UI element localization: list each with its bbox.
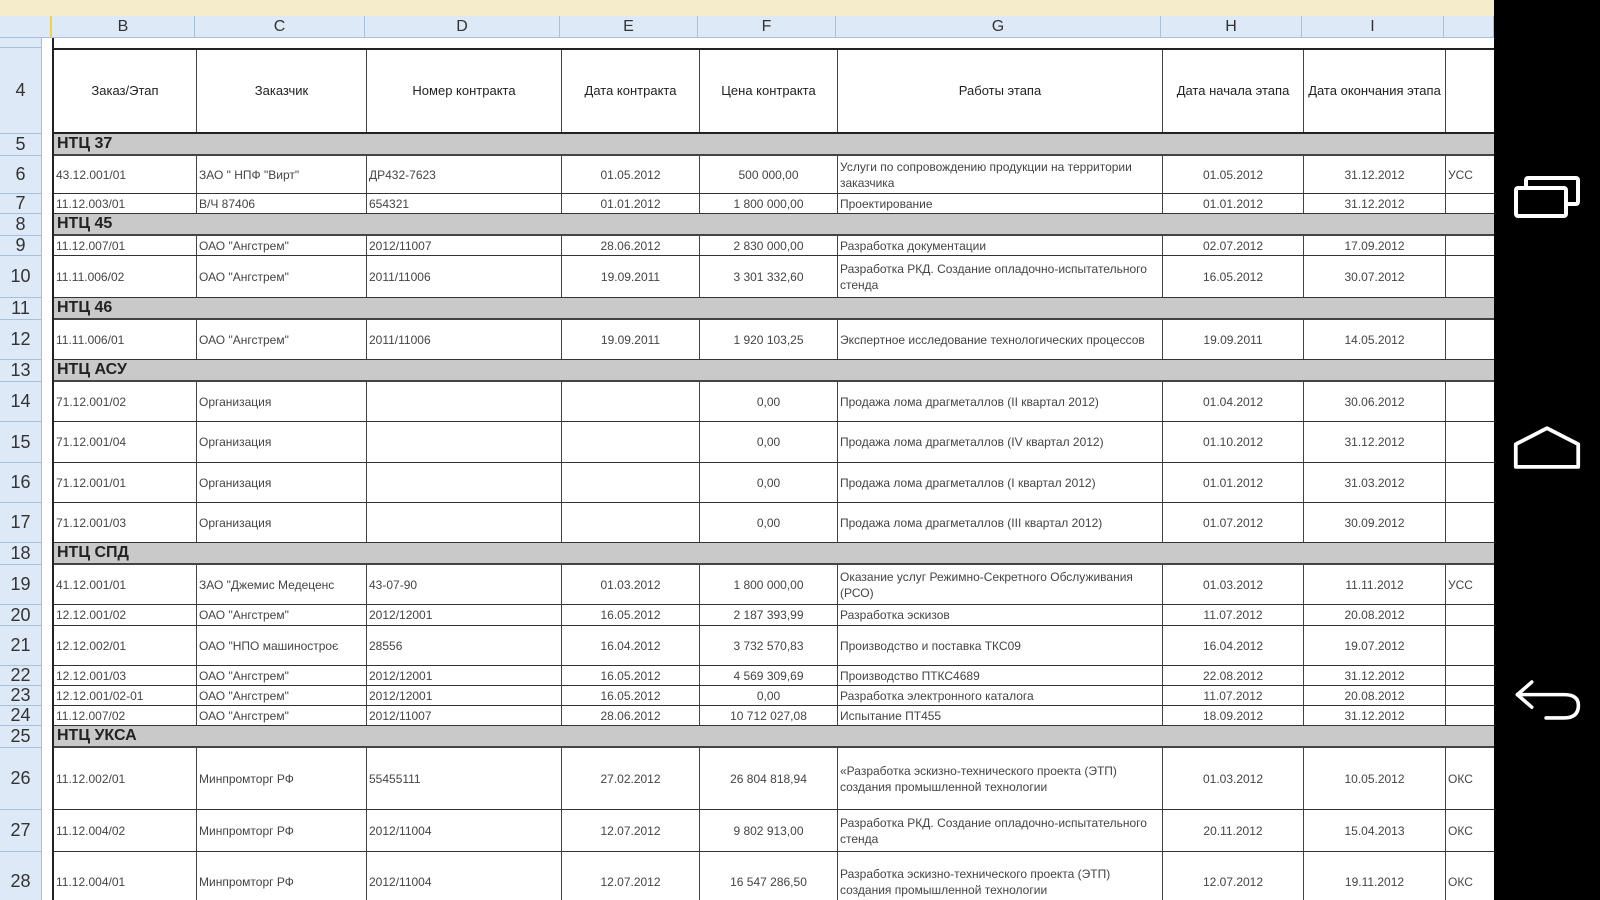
table-cell[interactable]: 11.11.2012 <box>1304 565 1446 604</box>
table-cell[interactable]: 30.07.2012 <box>1304 256 1446 297</box>
column-header-h[interactable]: H <box>1161 16 1302 38</box>
table-cell[interactable]: 16.04.2012 <box>1163 626 1304 665</box>
table-cell[interactable]: ЗАО "Джемис Медеценс <box>197 565 367 604</box>
table-cell[interactable] <box>562 422 700 462</box>
table-cell[interactable]: Разработка эскизов <box>838 605 1163 625</box>
table-cell[interactable] <box>1446 256 1494 297</box>
row-header[interactable]: 24 <box>0 706 42 726</box>
table-cell[interactable]: 2 830 000,00 <box>700 236 838 255</box>
table-cell[interactable]: 11.07.2012 <box>1163 686 1304 705</box>
table-cell[interactable]: 0,00 <box>700 503 838 542</box>
row-header[interactable]: 6 <box>0 156 42 194</box>
column-title: Дата контракта <box>562 50 700 132</box>
table-row[interactable] <box>54 810 1494 852</box>
table-cell[interactable]: 2012/11004 <box>367 852 562 900</box>
table-cell[interactable]: 11.11.006/01 <box>54 320 197 359</box>
table-row[interactable] <box>54 422 1494 463</box>
row-header[interactable]: 27 <box>0 810 42 852</box>
table-cell[interactable]: 4 569 309,69 <box>700 666 838 685</box>
table-cell[interactable]: Минпромторг РФ <box>197 748 367 809</box>
column-header-c[interactable]: C <box>195 16 365 38</box>
row-header[interactable]: 20 <box>0 605 42 626</box>
table-cell[interactable]: Экспертное исследование технологических процессов <box>838 320 1163 359</box>
table-cell[interactable]: ЗАО " НПФ "Вирт" <box>197 156 367 193</box>
table-cell[interactable]: 01.05.2012 <box>562 156 700 193</box>
table-cell[interactable] <box>1446 686 1494 705</box>
table-cell[interactable]: ОАО "Ангстрем" <box>197 706 367 725</box>
table-cell[interactable]: 20.08.2012 <box>1304 605 1446 625</box>
table-cell[interactable]: Организация <box>197 382 367 421</box>
table-cell[interactable]: 12.07.2012 <box>562 852 700 900</box>
row-header[interactable]: 10 <box>0 256 42 298</box>
column-header-j[interactable] <box>1444 16 1494 38</box>
table-cell[interactable]: 14.05.2012 <box>1304 320 1446 359</box>
section-row[interactable] <box>54 543 1494 565</box>
table-cell[interactable]: 30.06.2012 <box>1304 382 1446 421</box>
table-row[interactable] <box>54 748 1494 810</box>
table-row[interactable] <box>54 256 1494 298</box>
table-cell[interactable]: 2012/11004 <box>367 810 562 851</box>
table-cell[interactable]: «Разработка эскизно-технического проекта (ЭТП) создания промышленной технологии <box>838 748 1163 809</box>
table-cell[interactable]: 71.12.001/04 <box>54 422 197 462</box>
table-cell[interactable]: 55455111 <box>367 748 562 809</box>
table-cell[interactable]: 3 301 332,60 <box>700 256 838 297</box>
table-cell[interactable]: 11.12.002/01 <box>54 748 197 809</box>
column-title: Заказчик <box>197 50 367 132</box>
section-row[interactable] <box>54 360 1494 382</box>
table-row[interactable] <box>54 686 1494 706</box>
table-cell[interactable] <box>1446 706 1494 725</box>
table-row[interactable] <box>54 565 1494 605</box>
table-cell[interactable]: 43.12.001/01 <box>54 156 197 193</box>
column-header-g[interactable]: G <box>836 16 1161 38</box>
table-cell[interactable]: 31.03.2012 <box>1304 463 1446 502</box>
table-row[interactable] <box>54 666 1494 686</box>
table-cell[interactable]: ОАО "Ангстрем" <box>197 320 367 359</box>
table-cell[interactable] <box>1446 626 1494 665</box>
section-label: НТЦ АСУ <box>57 361 127 378</box>
row-header[interactable]: 23 <box>0 686 42 706</box>
section-row[interactable] <box>54 214 1494 236</box>
table-cell[interactable]: Производство и поставка ТКС09 <box>838 626 1163 665</box>
table-cell[interactable]: 9 802 913,00 <box>700 810 838 851</box>
table-cell[interactable]: 2012/11007 <box>367 706 562 725</box>
column-title: Работы этапа <box>838 50 1163 132</box>
table-cell[interactable]: УСС <box>1446 156 1494 193</box>
table-cell[interactable]: 28556 <box>367 626 562 665</box>
column-title: Заказ/Этап <box>54 50 197 132</box>
table-cell[interactable]: 16.04.2012 <box>562 626 700 665</box>
table-cell[interactable]: 0,00 <box>700 463 838 502</box>
section-label: НТЦ 46 <box>57 299 113 316</box>
table-cell[interactable]: 19.09.2011 <box>562 320 700 359</box>
table-cell[interactable]: 11.12.007/01 <box>54 236 197 255</box>
table-cell[interactable]: Разработка РКД. Создание опладочно-испытательного стенда <box>838 810 1163 851</box>
row-header[interactable]: 7 <box>0 194 42 214</box>
select-all-corner[interactable] <box>0 16 52 38</box>
table-cell[interactable] <box>367 422 562 462</box>
table-cell[interactable]: 71.12.001/03 <box>54 503 197 542</box>
table-cell[interactable]: 11.12.007/02 <box>54 706 197 725</box>
table-cell[interactable]: 2012/12001 <box>367 686 562 705</box>
table-cell[interactable]: 11.11.006/02 <box>54 256 197 297</box>
table-cell[interactable]: 12.12.001/02-01 <box>54 686 197 705</box>
table-row[interactable] <box>54 156 1494 194</box>
table-cell[interactable]: 2011/11006 <box>367 320 562 359</box>
table-cell[interactable]: 16.05.2012 <box>562 666 700 685</box>
table-cell[interactable]: 20.08.2012 <box>1304 686 1446 705</box>
table-cell[interactable]: 3 732 570,83 <box>700 626 838 665</box>
column-header-b[interactable]: B <box>52 16 195 38</box>
column-headers <box>52 16 1494 38</box>
table-cell[interactable]: Разработка эскизно-технического проекта (ЭТП) создания промышленной технологии <box>838 852 1163 900</box>
table-cell[interactable]: 2012/12001 <box>367 666 562 685</box>
table-cell[interactable]: 2 187 393,99 <box>700 605 838 625</box>
section-row[interactable] <box>54 726 1494 748</box>
section-label: НТЦ 45 <box>57 215 113 232</box>
table-cell[interactable]: 71.12.001/02 <box>54 382 197 421</box>
table-row[interactable] <box>54 463 1494 503</box>
table-cell[interactable]: 01.01.2012 <box>1163 194 1304 213</box>
column-header-e[interactable]: E <box>560 16 698 38</box>
table-cell[interactable] <box>367 382 562 421</box>
section-row[interactable] <box>54 134 1494 156</box>
table-cell[interactable]: 28.06.2012 <box>562 706 700 725</box>
table-cell[interactable] <box>1446 320 1494 359</box>
column-title: Цена контракта <box>700 50 838 132</box>
table-cell[interactable]: Разработка документации <box>838 236 1163 255</box>
table-cell[interactable]: Организация <box>197 463 367 502</box>
table-cell[interactable]: 1 920 103,25 <box>700 320 838 359</box>
column-header-i[interactable]: I <box>1302 16 1444 38</box>
table-cell[interactable] <box>562 382 700 421</box>
table-cell[interactable]: 01.04.2012 <box>1163 382 1304 421</box>
table-cell[interactable] <box>562 463 700 502</box>
table-cell[interactable]: Продажа лома драгметаллов (II квартал 2012) <box>838 382 1163 421</box>
table-cell[interactable]: 30.09.2012 <box>1304 503 1446 542</box>
table-cell[interactable]: 19.09.2011 <box>1163 320 1304 359</box>
row-header[interactable]: 26 <box>0 748 42 810</box>
table-cell[interactable]: 654321 <box>367 194 562 213</box>
table-cell[interactable]: 16 547 286,50 <box>700 852 838 900</box>
table-cell[interactable]: 0,00 <box>700 686 838 705</box>
table-cell[interactable]: Минпромторг РФ <box>197 852 367 900</box>
table-cell[interactable]: 43-07-90 <box>367 565 562 604</box>
table-cell[interactable] <box>1446 503 1494 542</box>
table-cell[interactable]: ОАО "Ангстрем" <box>197 236 367 255</box>
table-cell[interactable] <box>562 503 700 542</box>
table-cell[interactable]: 11.07.2012 <box>1163 605 1304 625</box>
table-cell[interactable]: 01.03.2012 <box>1163 748 1304 809</box>
table-cell[interactable]: ОАО "Ангстрем" <box>197 666 367 685</box>
table-row[interactable] <box>54 194 1494 214</box>
table-cell[interactable]: Проектирование <box>838 194 1163 213</box>
table-cell[interactable]: ОКС <box>1446 810 1494 851</box>
table-cell[interactable]: 2012/12001 <box>367 605 562 625</box>
table-cell[interactable]: 1 800 000,00 <box>700 565 838 604</box>
column-title: Дата окончания этапа <box>1304 50 1446 132</box>
row-header[interactable]: 28 <box>0 852 42 900</box>
row-header[interactable]: 15 <box>0 422 42 463</box>
recent-apps-icon[interactable] <box>1512 168 1582 228</box>
row-header[interactable]: 5 <box>0 134 42 156</box>
table-cell[interactable]: 01.10.2012 <box>1163 422 1304 462</box>
table-cell[interactable]: 12.07.2012 <box>562 810 700 851</box>
table-row[interactable] <box>54 236 1494 256</box>
table-cell[interactable]: 01.03.2012 <box>1163 565 1304 604</box>
table-cell[interactable]: 500 000,00 <box>700 156 838 193</box>
table-cell[interactable]: 01.07.2012 <box>1163 503 1304 542</box>
table-cell[interactable]: Производство ПТКС4689 <box>838 666 1163 685</box>
section-label: НТЦ УКСА <box>57 727 137 744</box>
table-cell[interactable]: 12.12.002/01 <box>54 626 197 665</box>
table-cell[interactable]: 12.12.001/02 <box>54 605 197 625</box>
row-header[interactable]: 12 <box>0 320 42 360</box>
table-cell[interactable]: 16.05.2012 <box>562 686 700 705</box>
table-cell[interactable]: 10 712 027,08 <box>700 706 838 725</box>
row-header[interactable]: 8 <box>0 214 42 236</box>
section-row[interactable] <box>54 298 1494 320</box>
table-cell[interactable]: ОАО "НПО машиностроє <box>197 626 367 665</box>
table-cell[interactable]: 0,00 <box>700 382 838 421</box>
row-header[interactable]: 11 <box>0 298 42 320</box>
section-label: НТЦ СПД <box>57 544 129 561</box>
table-cell[interactable]: 19.09.2011 <box>562 256 700 297</box>
table-cell[interactable]: 28.06.2012 <box>562 236 700 255</box>
table-cell[interactable] <box>1446 666 1494 685</box>
table-cell[interactable]: 18.09.2012 <box>1163 706 1304 725</box>
table-cell[interactable]: 2012/11007 <box>367 236 562 255</box>
table-cell[interactable]: 41.12.001/01 <box>54 565 197 604</box>
table-cell[interactable] <box>1446 463 1494 502</box>
table-cell[interactable]: 12.12.001/03 <box>54 666 197 685</box>
table-row[interactable] <box>54 503 1494 543</box>
android-nav-bar <box>1494 0 1600 900</box>
table-cell[interactable]: Разработка электронного каталога <box>838 686 1163 705</box>
row-header[interactable]: 25 <box>0 726 42 748</box>
row-header[interactable]: 18 <box>0 543 42 565</box>
table-cell[interactable]: 11.12.004/02 <box>54 810 197 851</box>
table-cell[interactable]: 11.12.004/01 <box>54 852 197 900</box>
row-header[interactable]: 13 <box>0 360 42 382</box>
cell-grid[interactable] <box>52 38 1494 900</box>
table-cell[interactable]: 31.12.2012 <box>1304 422 1446 462</box>
table-cell[interactable]: Продажа лома драгметаллов (III квартал 2012) <box>838 503 1163 542</box>
row-header[interactable]: 22 <box>0 666 42 686</box>
table-cell[interactable] <box>1446 382 1494 421</box>
column-title: Номер контракта <box>367 50 562 132</box>
table-cell[interactable]: 10.05.2012 <box>1304 748 1446 809</box>
table-cell[interactable]: 31.12.2012 <box>1304 194 1446 213</box>
table-cell[interactable]: 2011/11006 <box>367 256 562 297</box>
column-title: Дата начала этапа <box>1163 50 1304 132</box>
row-header[interactable]: 19 <box>0 565 42 605</box>
table-cell[interactable]: 16.05.2012 <box>1163 256 1304 297</box>
table-cell[interactable]: 12.07.2012 <box>1163 852 1304 900</box>
table-cell[interactable]: 31.12.2012 <box>1304 706 1446 725</box>
row-header[interactable]: 17 <box>0 503 42 543</box>
table-cell[interactable]: В/Ч 87406 <box>197 194 367 213</box>
table-row[interactable] <box>54 706 1494 726</box>
table-cell[interactable]: Оказание услуг Режимно-Секретного Обслуживания (РСО) <box>838 565 1163 604</box>
table-header-row <box>54 48 1494 134</box>
table-cell[interactable]: Организация <box>197 503 367 542</box>
table-cell[interactable]: 22.08.2012 <box>1163 666 1304 685</box>
table-cell[interactable]: Испытание ПТ455 <box>838 706 1163 725</box>
table-cell[interactable]: 31.12.2012 <box>1304 666 1446 685</box>
table-cell[interactable]: 19.07.2012 <box>1304 626 1446 665</box>
table-cell[interactable]: ОАО "Ангстрем" <box>197 256 367 297</box>
table-cell[interactable]: УСС <box>1446 565 1494 604</box>
table-cell[interactable]: ОКС <box>1446 852 1494 900</box>
table-cell[interactable]: Продажа лома драгметаллов (I квартал 2012) <box>838 463 1163 502</box>
table-cell[interactable]: 11.12.003/01 <box>54 194 197 213</box>
table-cell[interactable]: 01.01.2012 <box>1163 463 1304 502</box>
table-cell[interactable]: 26 804 818,94 <box>700 748 838 809</box>
table-cell[interactable]: 19.11.2012 <box>1304 852 1446 900</box>
table-cell[interactable]: 1 800 000,00 <box>700 194 838 213</box>
table-cell[interactable]: 16.05.2012 <box>562 605 700 625</box>
table-cell[interactable]: 17.09.2012 <box>1304 236 1446 255</box>
table-cell[interactable]: 01.03.2012 <box>562 565 700 604</box>
table-cell[interactable]: 01.01.2012 <box>562 194 700 213</box>
table-cell[interactable]: 27.02.2012 <box>562 748 700 809</box>
table-cell[interactable]: ДР432-7623 <box>367 156 562 193</box>
table-row[interactable] <box>54 626 1494 666</box>
back-icon[interactable] <box>1512 670 1582 730</box>
table-cell[interactable]: 01.05.2012 <box>1163 156 1304 193</box>
table-cell[interactable]: ОКС <box>1446 748 1494 809</box>
table-cell[interactable]: ОАО "Ангстрем" <box>197 605 367 625</box>
top-strip <box>0 0 1494 16</box>
table-cell[interactable] <box>1446 422 1494 462</box>
table-cell[interactable] <box>1446 236 1494 255</box>
column-header-f[interactable]: F <box>698 16 836 38</box>
table-cell[interactable] <box>1446 194 1494 213</box>
table-cell[interactable]: 20.11.2012 <box>1163 810 1304 851</box>
row-header[interactable]: 4 <box>0 48 42 134</box>
table-cell[interactable] <box>1446 605 1494 625</box>
table-cell[interactable]: 02.07.2012 <box>1163 236 1304 255</box>
table-row[interactable] <box>54 382 1494 422</box>
table-cell[interactable]: Организация <box>197 422 367 462</box>
table-row[interactable] <box>54 605 1494 626</box>
table-cell[interactable]: 15.04.2013 <box>1304 810 1446 851</box>
table-cell[interactable]: Разработка РКД. Создание опладочно-испытательного стенда <box>838 256 1163 297</box>
table-cell[interactable]: ОАО "Ангстрем" <box>197 686 367 705</box>
row-header[interactable]: 16 <box>0 463 42 503</box>
table-row[interactable] <box>54 852 1494 900</box>
table-cell[interactable]: 71.12.001/01 <box>54 463 197 502</box>
home-icon[interactable] <box>1512 418 1582 478</box>
row-header[interactable]: 9 <box>0 236 42 256</box>
column-header-d[interactable]: D <box>365 16 560 38</box>
section-label: НТЦ 37 <box>57 135 113 152</box>
table-cell[interactable]: Продажа лома драгметаллов (IV квартал 2012) <box>838 422 1163 462</box>
row-header[interactable]: 14 <box>0 382 42 422</box>
row-header[interactable] <box>0 38 42 48</box>
table-cell[interactable] <box>367 503 562 542</box>
table-cell[interactable]: 31.12.2012 <box>1304 156 1446 193</box>
column-title <box>1446 50 1494 132</box>
table-cell[interactable]: Минпромторг РФ <box>197 810 367 851</box>
table-cell[interactable] <box>367 463 562 502</box>
row-header[interactable]: 21 <box>0 626 42 666</box>
table-row[interactable] <box>54 320 1494 360</box>
table-cell[interactable]: 0,00 <box>700 422 838 462</box>
table-cell[interactable]: Услуги по сопровождению продукции на территории заказчика <box>838 156 1163 193</box>
